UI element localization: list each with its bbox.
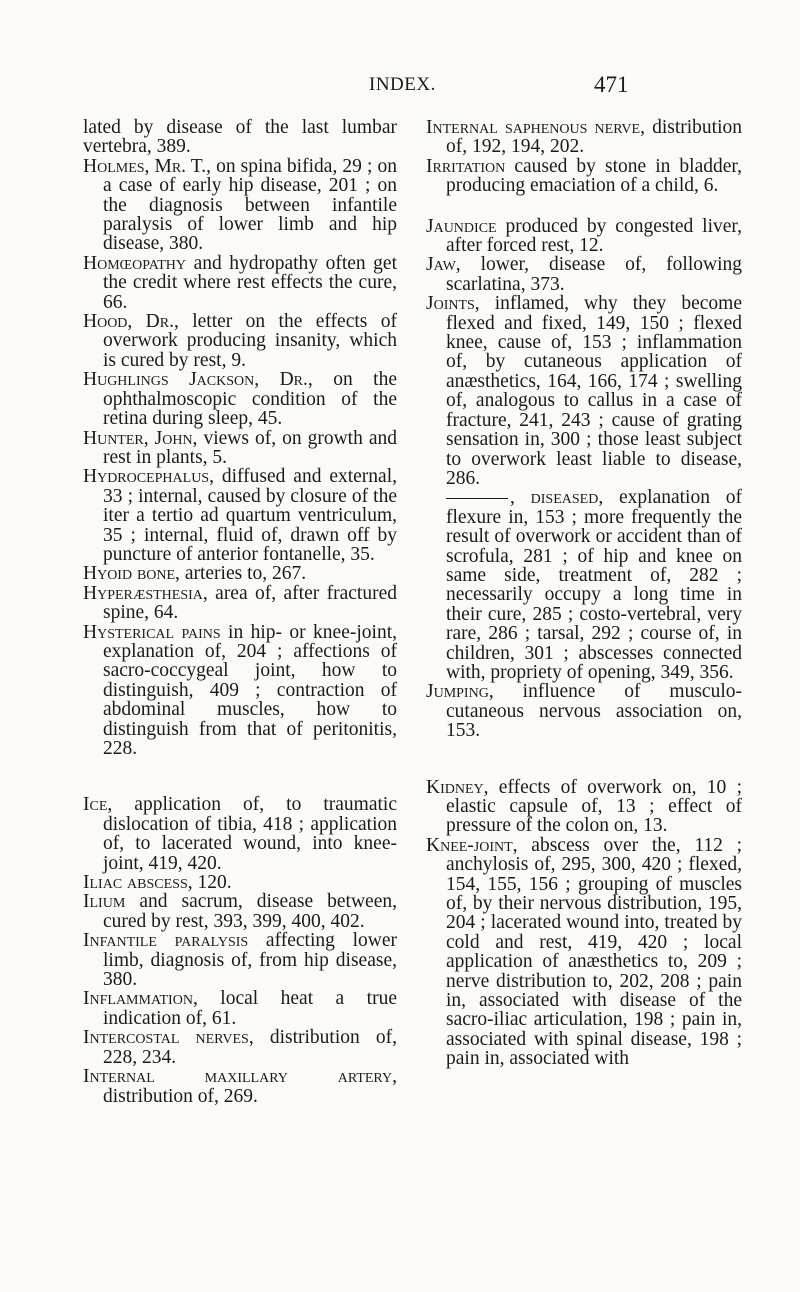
entry-text: diffused and external, 33 ; internal, caused by closure of the iter a tertio ad quartum ventriculum, 35 ; internal, fluid of, drawn off by puncture of anterior fontanelle, 35. — [103, 466, 397, 565]
entry-heading: , diseased, — [510, 487, 604, 509]
entry-text: inflamed, why they become flexed and fixed, 149, 150 ; flexed knee, cause of, 153 ; inflammation of, by cutaneous application of anæsthetics, 164, 166, 174 ; swelling of, analogous to callus in a case of fracture, 241, 243 ; cause of grating sensation in, 300 ; those least subject to overwork least liable to disease, 286. — [446, 293, 742, 489]
index-entry — [83, 892, 397, 931]
index-entry — [83, 1067, 397, 1106]
index-entry — [426, 682, 742, 740]
index-entry — [426, 157, 742, 196]
index-entry — [426, 217, 742, 256]
index-entry — [83, 623, 397, 759]
entry-heading: Hunter, John, — [83, 427, 198, 449]
index-entry — [83, 873, 397, 892]
entry-text: area of, after fractured spine, 64. — [103, 582, 397, 624]
entry-text: lower, disease of, following scarlatina, 373. — [446, 254, 742, 295]
entry-text: in hip- or knee-joint, explanation of, 204 ; affections of sacro-coccygeal joint, how to distinguish, 409 ; contraction of abdominal muscles, how to distinguish from that of peritonitis, 228. — [103, 621, 397, 759]
entry-text: distribution of, 192, 194, 202. — [446, 117, 742, 158]
index-entry — [83, 254, 397, 312]
index-entry — [83, 118, 397, 157]
running-title: INDEX. — [369, 74, 436, 95]
index-entry — [83, 429, 397, 468]
entry-heading: Jaw, — [426, 254, 461, 276]
entry-heading: Jaundice — [426, 215, 497, 237]
entry-heading: Internal saphenous nerve, — [426, 117, 645, 138]
entry-heading: Irritation — [426, 155, 506, 177]
entry-heading: Joints, — [426, 293, 480, 315]
entry-heading: Kidney, — [426, 776, 489, 798]
entry-heading: Intercostal nerves, — [83, 1027, 254, 1049]
index-entry — [426, 294, 742, 488]
entry-text: 120. — [192, 872, 232, 894]
entry-heading: Homœopathy — [83, 252, 187, 274]
entry-heading: Knee-joint, — [426, 834, 518, 856]
ditto-dash — [446, 498, 508, 499]
entry-heading: Internal maxillary artery, — [83, 1066, 397, 1088]
entry-heading: Hysterical pains — [83, 621, 221, 643]
entry-text: local heat a true indication of, 61. — [103, 988, 397, 1029]
entry-heading: Holmes, Mr. T., — [83, 155, 211, 177]
index-entry — [83, 312, 397, 370]
index-entry — [426, 255, 742, 294]
entry-text: lated by disease of the last lumbar vertebra, 389. — [83, 117, 397, 158]
entry-text: effects of overwork on, 10 ; elastic capsule of, 13 ; effect of pressure of the colon on, 13. — [446, 776, 742, 837]
page-number: 471 — [594, 72, 629, 97]
entry-text: abscess over the, 112 ; anchylosis of, 295, 300, 420 ; flexed, 154, 155, 156 ; grouping of muscles of, by their nervous distribution, 195, 204 ; lacerated wound into, treated by cold and rest, 419, 420 ; local application of anæsthetics to, 209 ; nerve distribution to, 202, 208 ; pain in, associated with disease of the sacro-iliac articulation, 198 ; pain in, associated with spinal disease, 198 ; pain in, associated with — [446, 834, 742, 1070]
entry-heading: Jumping, — [426, 681, 494, 703]
entry-text: distribution of, 228, 234. — [103, 1027, 397, 1068]
entry-text: caused by stone in bladder, producing emaciation of a child, 6. — [446, 155, 742, 197]
index-entry — [426, 118, 742, 157]
right-column — [426, 118, 742, 1069]
entry-text: and hydropathy often get the credit where rest effects the cure, 66. — [103, 252, 397, 313]
entry-text: on spina bifida, 29 ; on a case of early hip disease, 201 ; on the diagnosis between infantile paralysis of lower limb and hip disease, 380. — [103, 155, 397, 255]
index-entry — [426, 778, 742, 836]
left-column — [83, 118, 397, 1106]
page-header — [0, 74, 800, 104]
entry-text: affecting lower limb, diagnosis of, from hip disease, 380. — [103, 930, 397, 991]
entry-heading: Ice, — [83, 794, 113, 816]
index-entry — [83, 1028, 397, 1067]
entry-text: and sacrum, disease between, cured by rest, 393, 399, 400, 402. — [103, 891, 397, 932]
entry-heading: Inflammation, — [83, 988, 198, 1010]
entry-text: arteries to, 267. — [179, 563, 307, 585]
entry-heading: Hyperæsthesia, — [83, 582, 208, 604]
index-subentry — [426, 488, 742, 682]
entry-heading: Hughlings Jackson, Dr., — [83, 369, 313, 391]
entry-heading: Ilium — [83, 891, 126, 913]
index-entry — [83, 564, 397, 583]
entry-heading: Hood, Dr., — [83, 311, 179, 333]
entry-heading: Hydrocephalus, — [83, 466, 214, 488]
entry-text: application of, to traumatic dislocation of tibia, 418 ; application of, to lacerated wound, into knee-joint, 419, 420. — [103, 794, 397, 874]
entry-text: produced by congested liver, after forced rest, 12. — [446, 215, 742, 257]
entry-text: letter on the effects of overwork producing insanity, which is cured by rest, 9. — [103, 311, 397, 371]
index-entry — [83, 989, 397, 1028]
index-entry — [83, 467, 397, 564]
index-entry — [426, 836, 742, 1069]
index-entry — [83, 370, 397, 428]
entry-heading: Hyoid bone, — [83, 563, 180, 585]
entry-text: explanation of flexure in, 153 ; more frequently the result of overwork or accident than of scrofula, 281 ; of hip and knee on same side, treatment of, 282 ; necessarily occupy a long time in their cure, 285 ; costo-vertebral, very rare, 286 ; tarsal, 292 ; course of, in children, 301 ; abscesses connected with, propriety of opening, 349, 356. — [446, 487, 743, 683]
entry-heading: Iliac abscess, — [83, 872, 193, 894]
index-entry — [83, 795, 397, 873]
index-entry — [83, 157, 397, 254]
entry-text: views of, on growth and rest in plants, 5. — [103, 427, 398, 468]
entry-heading: Infantile paralysis — [83, 930, 249, 952]
index-entry — [83, 584, 397, 623]
index-entry — [83, 931, 397, 989]
entry-text: distribution of, 269. — [103, 1085, 258, 1107]
entry-text: on the ophthalmoscopic condition of the retina during sleep, 45. — [103, 369, 397, 430]
entry-text: influence of musculo-cutaneous nervous association on, 153. — [446, 681, 742, 742]
